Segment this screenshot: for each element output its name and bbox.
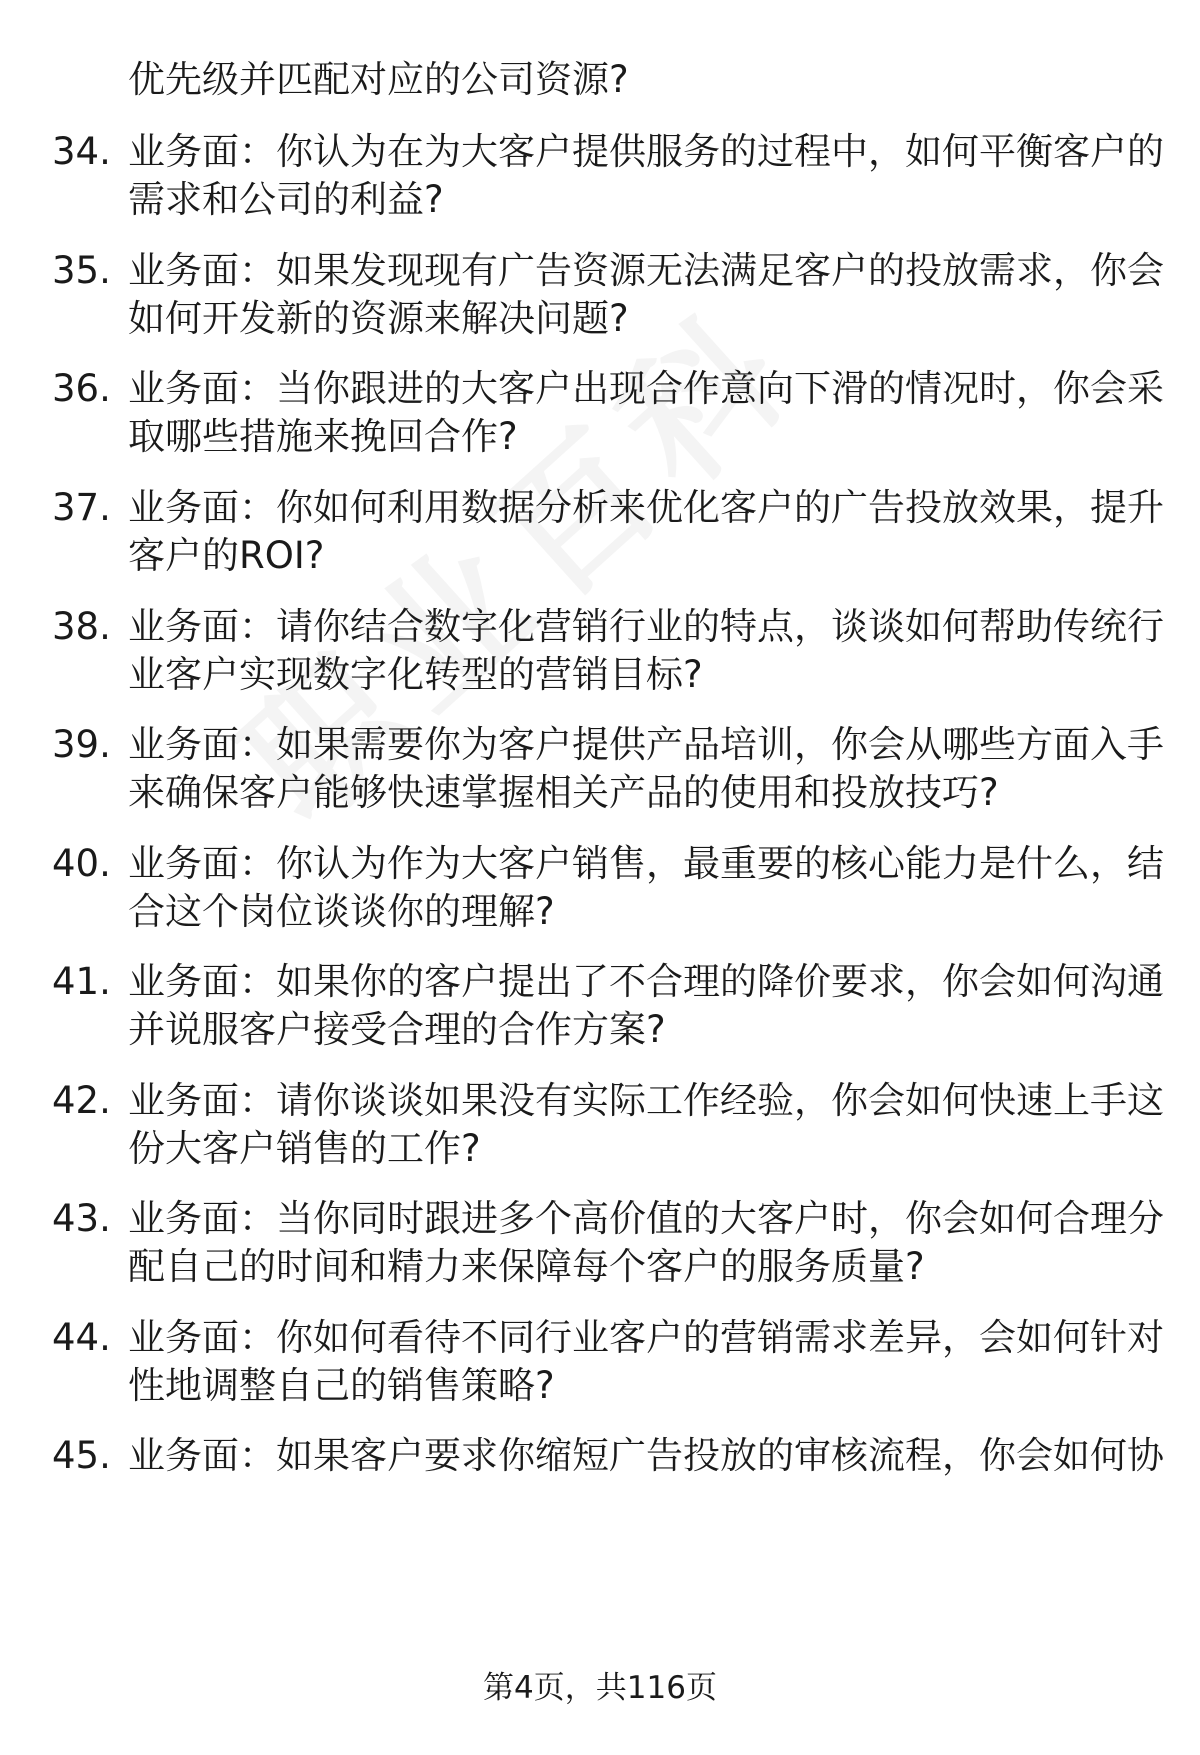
question-line: 并说服客户接受合理的合作方案? xyxy=(128,1008,666,1051)
question-text xyxy=(128,1551,1148,1599)
question-text xyxy=(128,1432,1164,1528)
question-line: 业务面：你认为作为大客户销售，最重要的核心能力是什么，结 xyxy=(128,842,1164,885)
question-text xyxy=(128,1077,1164,1173)
question-line: 业务面：如果发现现有广告资源无法满足客户的投放需求，你会 xyxy=(128,249,1164,292)
question-line: 业务面：你认为在为大客户提供服务的过程中，如何平衡客户的 xyxy=(128,130,1164,173)
question-number: 44. xyxy=(52,1316,111,1359)
question-number: 35. xyxy=(52,249,111,292)
question-number: 41. xyxy=(52,960,111,1003)
question-line: 需求和公司的利益? xyxy=(128,178,444,221)
question-line: 性地调整自己的销售策略? xyxy=(128,1364,555,1407)
question-number: 38. xyxy=(52,605,111,648)
question-line: 业务面：请你结合数字化营销行业的特点，谈谈如何帮助传统行 xyxy=(128,605,1164,648)
question-text xyxy=(128,56,1148,104)
question-text xyxy=(128,603,1164,699)
question-number: 39. xyxy=(52,723,111,766)
question-number: 36. xyxy=(52,367,111,410)
question-number: 42. xyxy=(52,1079,111,1122)
question-line: 如何开发新的资源来解决问题? xyxy=(128,297,629,340)
question-number: 34. xyxy=(52,130,111,173)
question-number: 40. xyxy=(52,842,111,885)
page-footer: 第4页，共116页 xyxy=(483,1670,717,1706)
question-line: 优先级并匹配对应的公司资源? xyxy=(128,58,629,101)
question-text xyxy=(128,128,1164,224)
question-line: 业务面：你如何利用数据分析来优化客户的广告投放效果，提升 xyxy=(128,486,1164,529)
question-line: 业务面：如果需要你为客户提供产品培训，你会从哪些方面入手 xyxy=(128,723,1164,766)
question-text xyxy=(128,484,1164,580)
question-line: 客户的ROI? xyxy=(128,534,325,577)
question-line: 业务面：如果你的客户提出了不合理的降价要求，你会如何沟通 xyxy=(128,960,1164,1003)
question-text xyxy=(128,247,1164,343)
question-line: 配自己的时间和精力来保障每个客户的服务质量? xyxy=(128,1245,925,1288)
question-line xyxy=(128,1480,1148,1528)
question-text xyxy=(128,721,1164,817)
question-line: 合这个岗位谈谈你的理解? xyxy=(128,890,555,933)
question-line: 业务面：请你谈谈如果没有实际工作经验，你会如何快速上手这 xyxy=(128,1079,1164,1122)
question-line: 取哪些措施来挽回合作? xyxy=(128,415,518,458)
question-line: 份大客户销售的工作? xyxy=(128,1127,481,1170)
question-text xyxy=(128,1195,1164,1291)
question-text xyxy=(128,1314,1164,1410)
question-text xyxy=(128,840,1164,936)
question-line: 来确保客户能够快速掌握相关产品的使用和投放技巧? xyxy=(128,771,999,814)
question-number: 45. xyxy=(52,1434,111,1477)
question-line: 业务面：当你跟进的大客户出现合作意向下滑的情况时，你会采 xyxy=(128,367,1164,410)
question-line: 业务面：当你同时跟进多个高价值的大客户时，你会如何合理分 xyxy=(128,1197,1164,1240)
question-text xyxy=(128,365,1164,461)
question-line: 业务面：如果客户要求你缩短广告投放的审核流程，你会如何协 xyxy=(128,1434,1164,1477)
question-line: 业客户实现数字化转型的营销目标? xyxy=(128,653,703,696)
question-line: 业务面：你如何看待不同行业客户的营销需求差异，会如何针对 xyxy=(128,1316,1164,1359)
question-number: 37. xyxy=(52,486,111,529)
question-number: 43. xyxy=(52,1197,111,1240)
question-line xyxy=(128,1551,1148,1599)
question-text xyxy=(128,958,1164,1054)
